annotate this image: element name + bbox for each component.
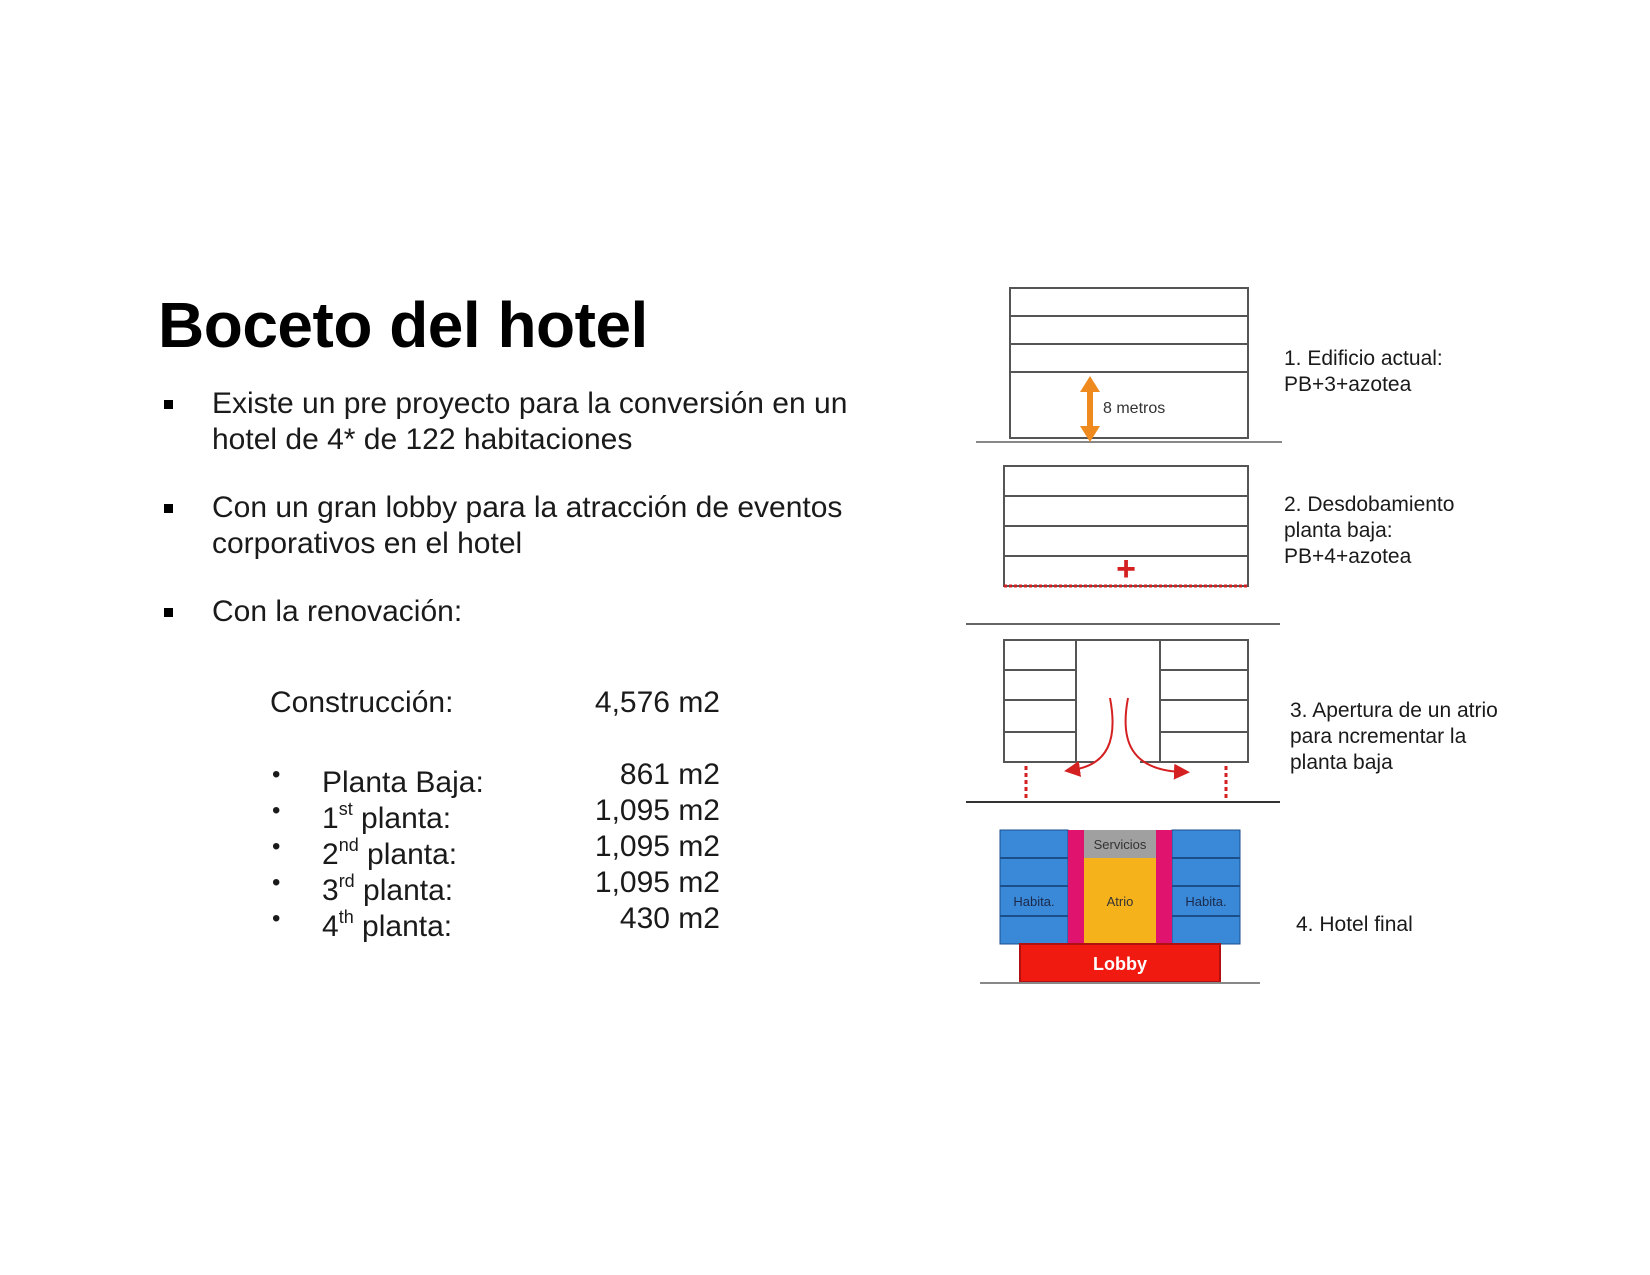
construction-total-row — [270, 685, 720, 721]
floor-row — [270, 793, 720, 835]
floor-row — [270, 901, 720, 943]
bullet-dot-icon: • — [272, 833, 281, 860]
page-title: Boceto del hotel — [158, 289, 648, 361]
caption-step-3: 3. Apertura de un atrio para ncrementar la planta baja — [1290, 699, 1498, 774]
floor-label: 2nd planta: — [322, 835, 458, 871]
lobby-label: Lobby — [1093, 954, 1147, 974]
section-current-building — [976, 288, 1282, 442]
habita-right-label: Habita. — [1185, 894, 1227, 909]
servicios-label: Servicios — [1093, 837, 1147, 852]
floor-label: 1st planta: — [322, 799, 452, 835]
section-atrium-opening — [966, 624, 1280, 802]
construction-label: Construcción: — [270, 686, 454, 719]
bullet-dot-icon: • — [272, 905, 281, 932]
floor-value: 861 m2 — [619, 758, 720, 791]
section-final-hotel — [980, 830, 1260, 983]
caption-step-4: 4. Hotel final — [1296, 913, 1413, 936]
bullet-dot-icon: • — [272, 797, 281, 824]
floor-value: 1,095 m2 — [594, 866, 720, 899]
bullet-text: Existe un pre proyecto para la conversión en un hotel de 4* de 122 habitaciones — [212, 387, 848, 456]
bullet-square-icon — [164, 504, 173, 513]
bullet-square-icon — [164, 400, 173, 409]
floor-label: Planta Baja: — [322, 766, 484, 799]
section-split-ground-floor — [1004, 466, 1248, 588]
bullet-square-icon — [164, 608, 173, 617]
plus-icon: + — [1116, 550, 1136, 588]
construction-value: 4,576 m2 — [594, 686, 720, 719]
atrio-label: Atrio — [1106, 894, 1134, 909]
bullet-dot-icon: • — [272, 761, 281, 788]
bullet-dot-icon: • — [272, 869, 281, 896]
habita-left-label: Habita. — [1013, 894, 1055, 909]
caption-step-1: 1. Edificio actual: PB+3+azotea — [1284, 347, 1443, 396]
floor-row — [270, 757, 720, 799]
floor-value: 1,095 m2 — [594, 830, 720, 863]
floor-row — [270, 829, 720, 871]
bullet-text: Con la renovación: — [212, 595, 463, 628]
floor-value: 430 m2 — [619, 902, 720, 935]
height-label: 8 metros — [1103, 400, 1166, 417]
bullet-text: Con un gran lobby para la atracción de eventos corporativos en el hotel — [212, 491, 843, 560]
floor-row — [270, 865, 720, 907]
floor-label: 3rd planta: — [322, 871, 454, 907]
floor-value: 1,095 m2 — [594, 794, 720, 827]
caption-step-2: 2. Desdobamiento planta baja: PB+4+azotea — [1284, 493, 1455, 568]
floor-label: 4th planta: — [322, 907, 453, 943]
